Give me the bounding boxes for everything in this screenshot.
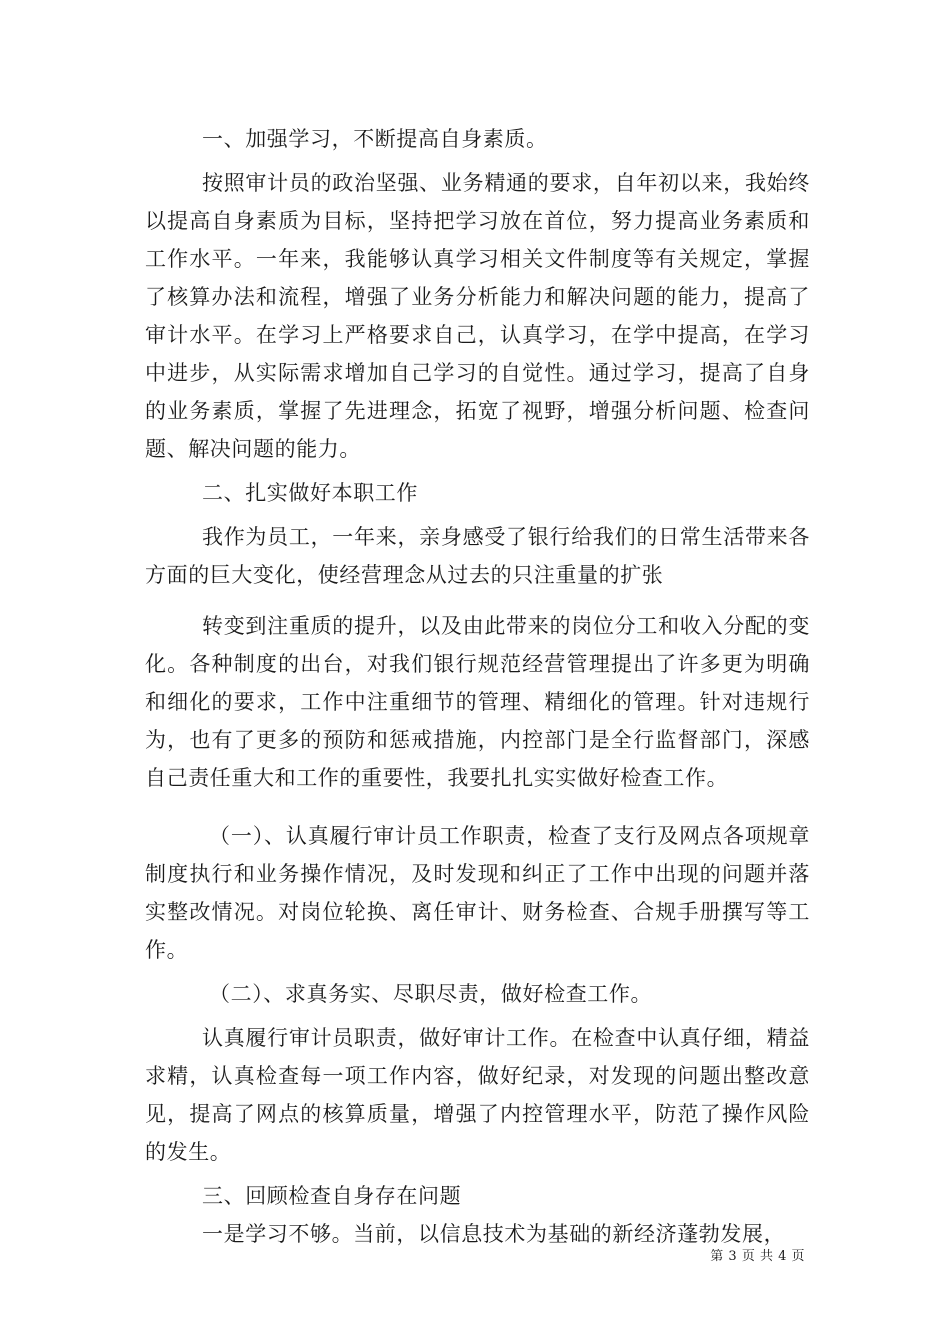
paragraph: 转变到注重质的提升，以及由此带来的岗位分工和收入分配的变化。各种制度的出台，对我们银行规范经营管理提出了许多更为明确和细化的要求，工作中注重细节的管理、精细化的管理。针对违规行为，也有了更多的预防和惩戒措施，内控部门是全行监督部门，深感自己责任重大和工作的重要性，我要扎扎实实做好检查工作。 <box>145 614 810 790</box>
paragraph: 认真履行审计员职责，做好审计工作。在检查中认真仔细，精益求精，认真检查每一项工作内容，做好纪录，对发现的问题出整改意见，提高了网点的核算质量，增强了内控管理水平，防范了操作风险的发生。 <box>145 1026 810 1164</box>
document-body <box>145 120 810 1253</box>
page-number: 第 3 页 共 4 页 <box>710 1249 805 1264</box>
subsection-paragraph-1: （一）、认真履行审计员工作职责，检查了支行及网点各项规章制度执行和业务操作情况，及时发现和纠正了工作中出现的问题并落实整改情况。对岗位轮换、离任审计、财务检查、合规手册撰写等工作。 <box>145 824 810 962</box>
paragraph: 按照审计员的政治坚强、业务精通的要求，自年初以来，我始终以提高自身素质为目标，坚持把学习放在首位，努力提高业务素质和工作水平。一年来，我能够认真学习相关文件制度等有关规定，掌握了核算办法和流程，增强了业务分析能力和解决问题的能力，提高了审计水平。在学习上严格要求自己，认真学习，在学中提高，在学习中进步，从实际需求增加自己学习的自觉性。通过学习，提高了自身的业务素质，掌握了先进理念，拓宽了视野，增强分析问题、检查问题、解决问题的能力。 <box>145 171 810 461</box>
subsection-heading-2: （二）、求真务实、尽职尽责，做好检查工作。 <box>209 982 653 1006</box>
section-heading-2: 二、扎实做好本职工作 <box>202 481 418 505</box>
paragraph: 我作为员工，一年来，亲身感受了银行给我们的日常生活带来各方面的巨大变化，使经营理念从过去的只注重量的扩张 <box>145 525 810 587</box>
section-heading-1: 一、加强学习，不断提高自身素质。 <box>202 127 548 151</box>
section-heading-3: 三、回顾检查自身存在问题 <box>202 1184 462 1208</box>
paragraph: 一是学习不够。当前，以信息技术为基础的新经济蓬勃发展， <box>202 1222 786 1246</box>
